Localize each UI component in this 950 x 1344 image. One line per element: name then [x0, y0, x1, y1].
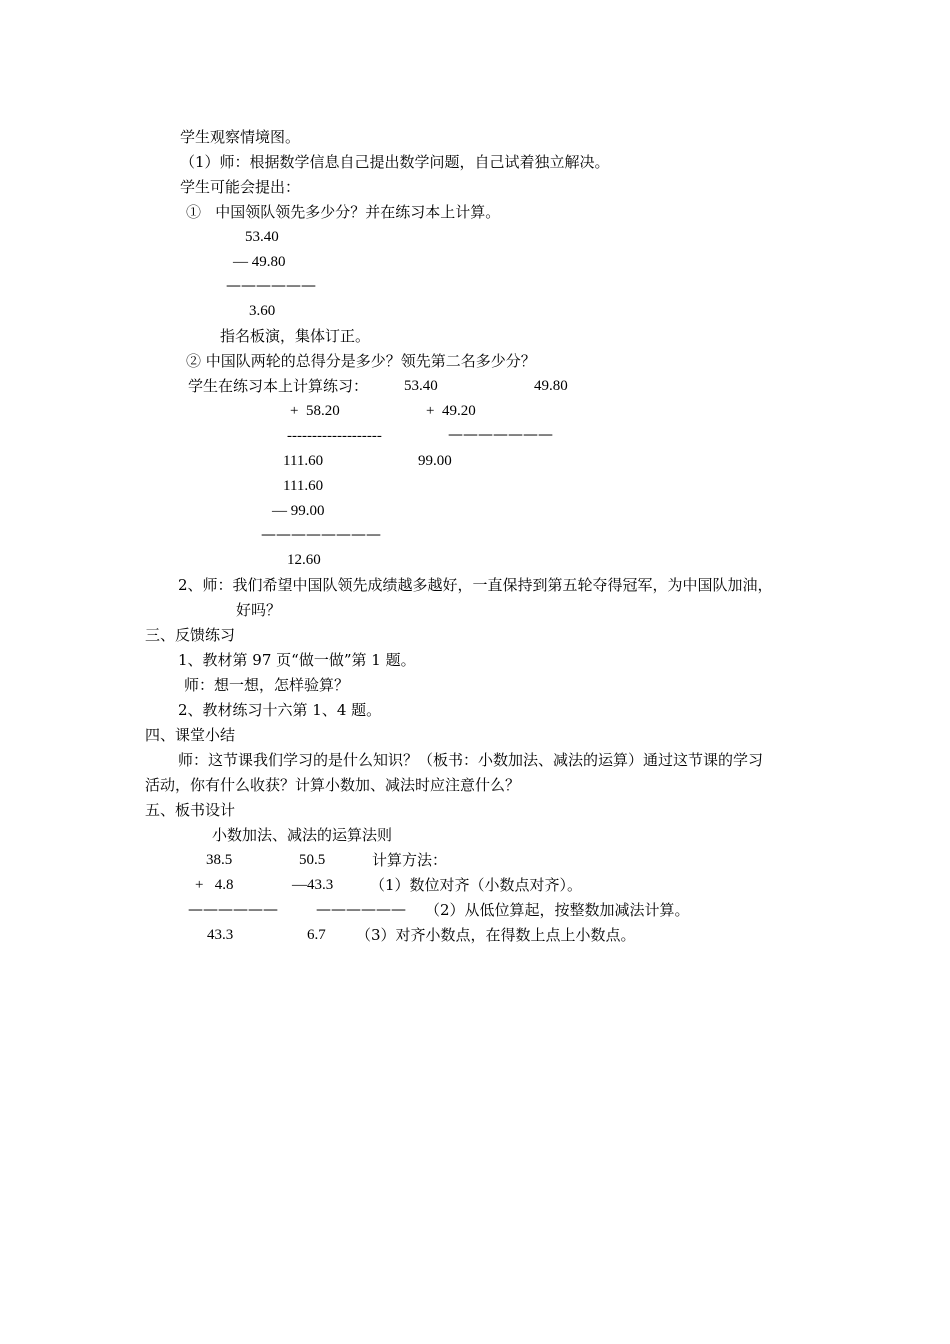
calc-operand: 50.5 [299, 852, 326, 868]
text-line: 活动，你有什么收获？计算小数加、减法时应注意什么？ [145, 776, 521, 794]
calc-result: 99.00 [418, 453, 452, 469]
calc-rule: —————— [188, 900, 278, 918]
calc-operand: 49.80 [534, 378, 568, 394]
calc-operand: 111.60 [283, 478, 324, 494]
calc-rule: ——————— [448, 425, 553, 443]
text-line: 2、教材练习十六第 1、4 题。 [178, 701, 382, 719]
text-line: 1、教材第 97 页“做一做”第 1 题。 [178, 651, 416, 669]
calc-operand: — 49.80 [233, 254, 286, 270]
text-line: 指名板演，集体订正。 [220, 327, 371, 345]
text-line: 好吗？ [236, 601, 282, 619]
calc-rule: ------------------- [287, 428, 382, 444]
calc-operand: + 49.20 [426, 403, 476, 419]
calc-operand: —43.3 [292, 877, 334, 893]
text-line: （3）对齐小数点，在得数上点上小数点。 [356, 926, 636, 944]
text-line: 师：这节课我们学习的是什么知识？（板书：小数加法、减法的运算）通过这节课的学习 [178, 751, 764, 769]
text-line: 师：想一想，怎样验算？ [184, 676, 350, 694]
board-title: 小数加法、减法的运算法则 [212, 826, 393, 844]
calc-operand: — 99.00 [272, 503, 325, 519]
text-line: 学生观察情境图。 [180, 128, 301, 146]
calc-operand: 53.40 [404, 378, 438, 394]
text-line: 计算方法： [372, 851, 448, 869]
calc-result: 6.7 [307, 927, 326, 943]
calc-operand: + 58.20 [290, 403, 340, 419]
calc-result: 111.60 [283, 453, 324, 469]
calc-result: 3.60 [249, 303, 276, 319]
section-heading: 四、课堂小结 [145, 726, 236, 744]
question-1: ① 中国领队领先多少分？并在练习本上计算。 [186, 203, 501, 221]
calc-operand: + 4.8 [195, 877, 234, 893]
section-heading: 五、板书设计 [145, 801, 236, 819]
calc-rule: —————— [226, 276, 316, 294]
calc-rule: ———————— [261, 525, 381, 543]
calc-result: 12.60 [287, 552, 321, 568]
text-line: （1）数位对齐（小数点对齐）。 [370, 876, 583, 894]
text-line: （1）师：根据数学信息自己提出数学问题，自己试着独立解决。 [180, 153, 610, 171]
text-line: 学生在练习本上计算练习： [188, 377, 369, 395]
section-heading: 三、反馈练习 [145, 626, 236, 644]
text-line: 学生可能会提出： [180, 178, 301, 196]
text-line: （2）从低位算起，按整数加减法计算。 [425, 901, 690, 919]
calc-operand: 53.40 [245, 229, 279, 245]
calc-operand: 38.5 [206, 852, 233, 868]
calc-result: 43.3 [207, 927, 234, 943]
text-line: 2、师：我们希望中国队领先成绩越多越好，一直保持到第五轮夺得冠军，为中国队加油， [178, 576, 773, 594]
question-2: ② 中国队两轮的总得分是多少？领先第二名多少分？ [186, 352, 536, 370]
calc-rule: —————— [316, 900, 406, 918]
